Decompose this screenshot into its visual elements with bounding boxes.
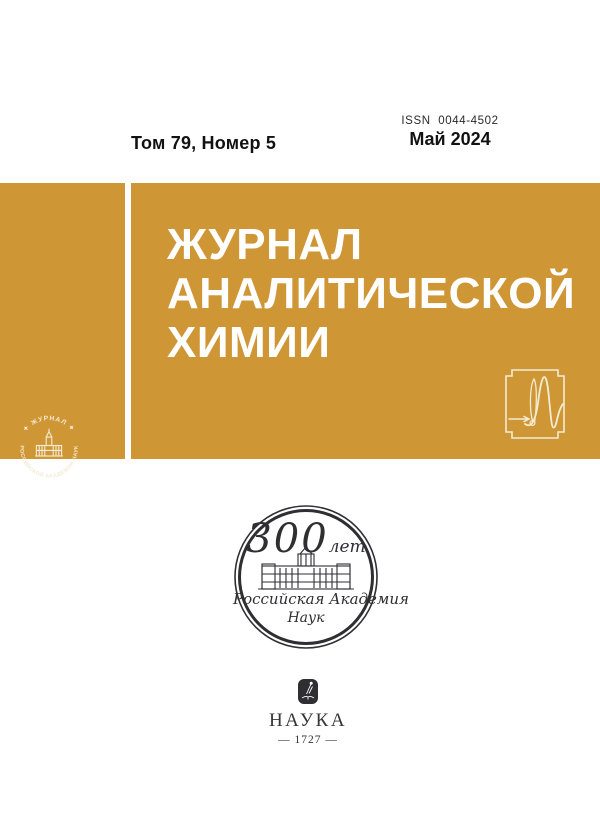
journal-title-line2: АНАЛИТИЧЕСКОЙ xyxy=(167,269,576,318)
ras-journal-seal-icon xyxy=(14,414,84,484)
seal-top-text: ✦ ЖУРНАЛ ✦ xyxy=(22,415,76,434)
seal-building-icon xyxy=(35,429,63,456)
polarogram-peak-icon xyxy=(503,367,567,441)
journal-title-line1: ЖУРНАЛ xyxy=(167,220,363,269)
emblem-org-line2: Наук xyxy=(287,610,325,626)
seal-bottom-text: РОССИЙСКОЙ АКАДЕМИИ НАУК xyxy=(18,445,80,480)
kunstkamera-building-icon xyxy=(256,544,356,590)
cover-band-left xyxy=(0,183,125,480)
publisher-name: НАУКА xyxy=(268,710,348,731)
nauka-publisher-icon xyxy=(297,678,319,705)
publisher-block xyxy=(208,678,408,746)
emblem-org-line1: Российская Академия xyxy=(233,590,409,608)
volume-issue-label: Том 79, Номер 5 xyxy=(131,133,277,153)
cover-band-main xyxy=(131,183,600,459)
issue-meta xyxy=(360,115,540,150)
issn-label: ISSN 0044-4502 xyxy=(401,115,499,127)
journal-title-line3: ХИМИИ xyxy=(167,318,331,367)
issue-date-label: Май 2024 xyxy=(409,129,491,149)
ras-300-anniversary-emblem xyxy=(233,504,409,650)
journal-title xyxy=(167,220,575,367)
emblem-number: 300 xyxy=(246,516,329,562)
publisher-founded-year: — 1727 — xyxy=(278,734,338,746)
emblem-years-label: лет xyxy=(328,537,366,557)
